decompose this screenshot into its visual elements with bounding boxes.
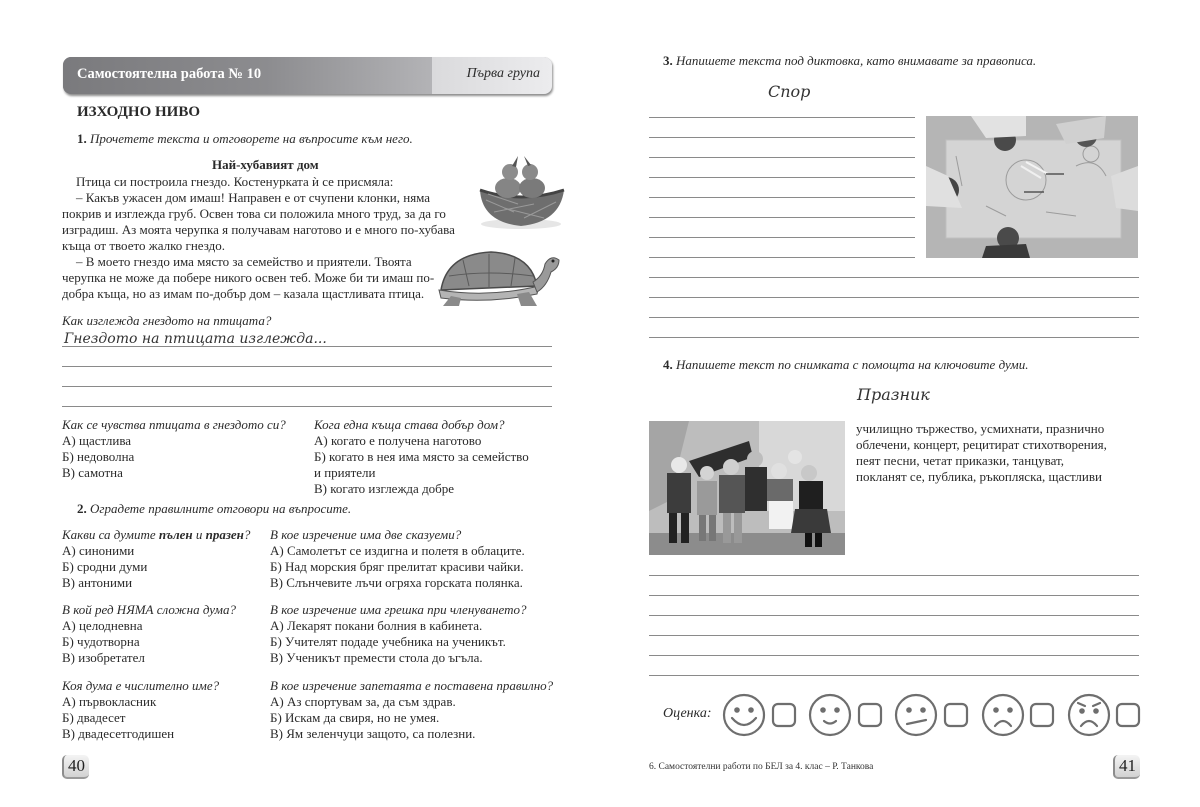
option[interactable]: А) щастлива xyxy=(62,433,132,448)
dictation-title: Спор xyxy=(768,82,811,101)
handwritten-answer-start: Гнездото на птицата изглежда... xyxy=(64,331,327,347)
writing-line[interactable] xyxy=(649,257,915,258)
school-concert-photo xyxy=(649,421,845,555)
writing-line[interactable] xyxy=(649,117,915,118)
page-number-left: 40 xyxy=(62,755,89,779)
writing-line[interactable] xyxy=(649,635,1139,636)
question-feelings: Как се чувства птицата в гнездото си? А) щастлива Б) недоволна В) самотна xyxy=(62,417,286,480)
question-article-error: В кое изречение има грешка при членуването? А) Лекарят покани болния в кабинета. Б) Учителят подаде учебника на ученикът. В) Ученикът премести стола до ъгъла. xyxy=(270,602,527,665)
option[interactable]: Б) сродни думи xyxy=(62,559,148,574)
nest-with-chicks-image xyxy=(474,152,568,232)
sad-face-icon[interactable] xyxy=(983,695,1023,735)
writing-line[interactable] xyxy=(649,337,1139,338)
rating-checkbox[interactable] xyxy=(945,704,967,726)
rating-label: Оценка: xyxy=(663,706,712,721)
option-continuation[interactable]: и приятели xyxy=(314,465,376,480)
question-full-empty: Какви са думите пълен и празен? А) синоними Б) сродни думи В) антоними xyxy=(62,527,251,590)
answer-line[interactable] xyxy=(62,346,552,347)
option[interactable]: В) Ям зеленчуци защото, са полезни. xyxy=(270,726,476,741)
task3-instruction: 3. Напишете текста под диктовка, като внимавате за правописа. xyxy=(663,53,1037,68)
section-title: ИЗХОДНО НИВО xyxy=(77,104,200,120)
writing-line[interactable] xyxy=(649,575,1139,576)
option[interactable]: А) Лекарят покани болния в кабинета. xyxy=(270,618,483,633)
story-text: Птица си построила гнездо. Костенурката ѝ се присмяла: – Какъв ужасен дом имаш! Направен е от счупени клонки, няма покрив и изглежда груб. Освен това си положила много труд, за да го изградиш. Аз моята черупка я получавам наготово и е много по-хубава къща от твоето жалко гнездо. – В моето гнездо има място за семейство и приятели. Твоята черупка не може да побере никого освен теб. Може би ти имаш по- добра къща, но аз имам по-добър дом – казала щастливата птица. xyxy=(62,174,455,301)
very-happy-face-icon[interactable] xyxy=(724,695,764,735)
angry-face-icon[interactable] xyxy=(1069,695,1109,735)
writing-line[interactable] xyxy=(649,177,915,178)
task1-instruction: 1. Прочетете текста и отговорете на въпросите към него. xyxy=(77,131,413,146)
option[interactable]: В) когато изглежда добре xyxy=(314,481,455,496)
keywords-text: училищно тържество, усмихнати, празнично облечени, концерт, рецитират стихотворения, пеят песни, четат приказки, танцуват, покланят се, публика, ръкопляска, щастливи xyxy=(856,421,1107,484)
option[interactable]: А) първокласник xyxy=(62,694,157,709)
writing-line[interactable] xyxy=(649,595,1139,596)
option[interactable]: Б) Над морския бряг прелитат красиви чайки. xyxy=(270,559,524,574)
option[interactable]: В) самотна xyxy=(62,465,123,480)
turtle-image xyxy=(433,246,561,308)
writing-line[interactable] xyxy=(649,675,1139,676)
worksheet-header-bar xyxy=(63,57,552,94)
writing-line[interactable] xyxy=(649,615,1139,616)
option[interactable]: Б) недоволна xyxy=(62,449,135,464)
writing-line[interactable] xyxy=(649,237,915,238)
option[interactable]: В) антоними xyxy=(62,575,133,590)
answer-line[interactable] xyxy=(62,386,552,387)
footer-text: 6. Самостоятелни работи по БЕЛ за 4. клас – Р. Танкова xyxy=(649,762,874,772)
option[interactable]: Б) Учителят подаде учебника на ученикът. xyxy=(270,634,506,649)
option[interactable]: А) Самолетът се издигна и полетя в облаците. xyxy=(270,543,525,558)
worksheet-title: Самостоятелна работа № 10 xyxy=(77,66,262,82)
rating-checkbox[interactable] xyxy=(859,704,881,726)
option[interactable]: В) изобретател xyxy=(62,650,145,665)
task2-instruction: 2. Оградете правилните отговори на въпросите. xyxy=(77,501,352,516)
question-numeral: Коя дума е числително име? А) първокласник Б) двадесет В) двадесетгодишен xyxy=(62,678,220,741)
writing-line[interactable] xyxy=(649,297,1139,298)
answer-line[interactable] xyxy=(62,366,552,367)
question-compound-word: В кой ред НЯМА сложна дума? А) целодневна Б) чудотворна В) изобретател xyxy=(62,602,236,665)
question-good-home: Кога една къща става добър дом? А) когато е получена наготово Б) когато в нея има място за семейство и приятели В) когато изглежда добре xyxy=(314,417,529,496)
rating-checkbox[interactable] xyxy=(773,704,795,726)
option[interactable]: В) Ученикът премести стола до ъгъла. xyxy=(270,650,483,665)
option[interactable]: Б) чудотворна xyxy=(62,634,140,649)
task4-instruction: 4. Напишете текст по снимката с помощта на ключовите думи. xyxy=(663,357,1029,372)
option[interactable]: Б) когато в нея има място за семейство xyxy=(314,449,529,464)
question-two-predicates: В кое изречение има две сказуеми? А) Самолетът се издигна и полетя в облаците. Б) Над морския бряг прелитат красиви чайки. В) Слънчевите лъчи огряха горската полянка. xyxy=(270,527,525,590)
group-label: Първа група xyxy=(466,66,540,81)
neutral-face-icon[interactable] xyxy=(896,695,936,735)
option[interactable]: Б) двадесет xyxy=(62,710,126,725)
rating-checkbox[interactable] xyxy=(1117,704,1139,726)
question-comma: В кое изречение запетаята е поставена правилно? А) Аз спортувам за, да съм здрав. Б) Искам да свиря, но не умея. В) Ям зеленчуци защото, са полезни. xyxy=(270,678,554,741)
option[interactable]: Б) Искам да свиря, но не умея. xyxy=(270,710,440,725)
option[interactable]: А) Аз спортувам за, да съм здрав. xyxy=(270,694,456,709)
story-title: Най-хубавият дом xyxy=(212,157,319,172)
option[interactable]: А) синоними xyxy=(62,543,135,558)
composition-title: Празник xyxy=(857,385,930,404)
rating-faces xyxy=(718,690,1148,742)
children-drawing-photo xyxy=(926,116,1138,258)
option[interactable]: А) целодневна xyxy=(62,618,143,633)
option[interactable]: В) двадесетгодишен xyxy=(62,726,175,741)
writing-line[interactable] xyxy=(649,217,915,218)
page-number-right: 41 xyxy=(1113,755,1140,779)
happy-face-icon[interactable] xyxy=(810,695,850,735)
writing-line[interactable] xyxy=(649,157,915,158)
writing-line[interactable] xyxy=(649,137,915,138)
answer-line[interactable] xyxy=(62,406,552,407)
writing-line[interactable] xyxy=(649,197,915,198)
option[interactable]: А) когато е получена наготово xyxy=(314,433,482,448)
writing-line[interactable] xyxy=(649,317,1139,318)
open-question: Как изглежда гнездото на птицата? xyxy=(62,313,272,328)
rating-checkbox[interactable] xyxy=(1031,704,1053,726)
writing-line[interactable] xyxy=(649,655,1139,656)
writing-line[interactable] xyxy=(649,277,1139,278)
option[interactable]: В) Слънчевите лъчи огряха горската полянка. xyxy=(270,575,523,590)
